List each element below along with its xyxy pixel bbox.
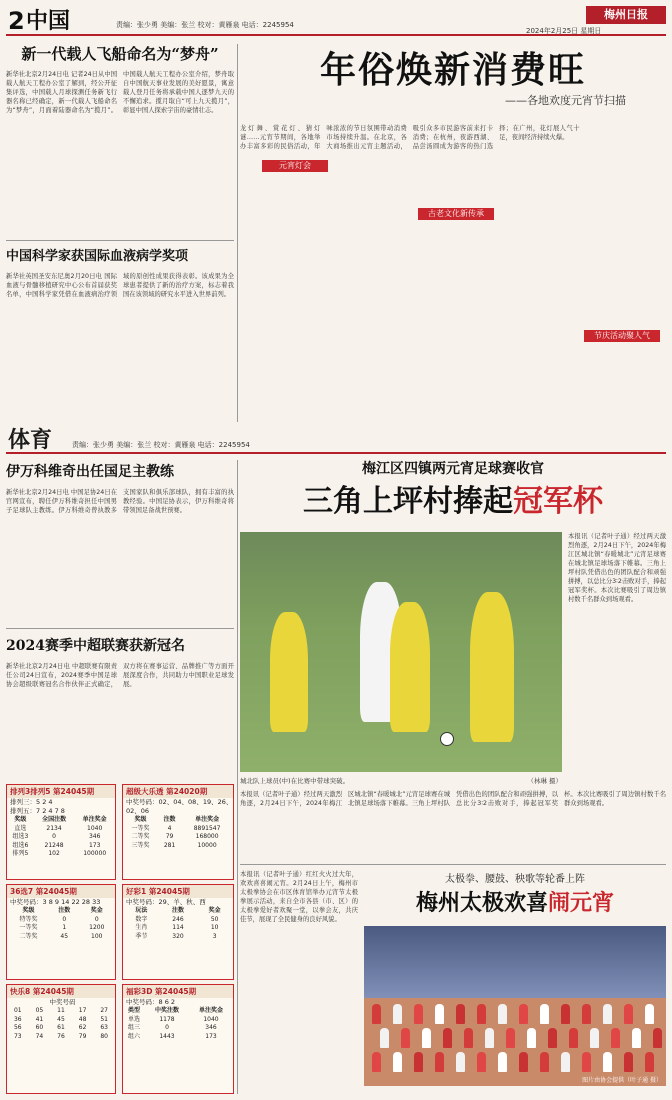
lottery-row [7, 924, 115, 933]
crowd-figure [611, 1028, 620, 1048]
lottery-cell: 173 [88, 841, 101, 849]
article-football-header [240, 460, 666, 528]
crowd-figure [645, 1052, 654, 1072]
lottery-cell: 80 [100, 1032, 108, 1040]
divider [6, 240, 234, 241]
photo-caption: 城北队上球员(中)在比赛中带球突破。 [240, 777, 350, 785]
article-title: 中国科学家获国际血液病学奖项 [6, 249, 189, 264]
lottery-cell: 单注奖金 [82, 816, 107, 823]
crowd-figure [485, 1028, 494, 1048]
crowd-figure [548, 1028, 557, 1048]
football-title-accent: 冠军杯 [513, 484, 603, 519]
crowd-figure [506, 1028, 515, 1048]
crowd-figure [477, 1052, 486, 1072]
football-title-main: 三角上坪村捧起 [303, 484, 513, 519]
lottery-cell: 特等奖 [19, 915, 38, 923]
article-body: 龙灯舞、赏花灯、猜灯谜……元宵节期间，各地举办丰富多彩的民俗活动，年味浓浓的节日氛围带动消费市场持续升温。在北京，各大商场推出元宵主题活动，吸引众多市民游客前来打卡消费；在杭州，夜游西湖、品尝汤圆成为游客的热门选择；在广州，花灯展人气十足，夜间经济持续火爆。 [240, 125, 580, 150]
crowd-figure [498, 1052, 507, 1072]
lottery-cell: 单注奖金 [198, 1007, 223, 1014]
divider [240, 864, 666, 865]
lottery-cell: 奖级 [22, 907, 35, 914]
divider [237, 44, 238, 422]
page-number: 2 [8, 7, 25, 35]
article-body: 新华社北京2月24日电 中国足协24日在官网宣布，聘任伊万科维奇担任中国男子足球队主教练。伊万科维奇曾执教多支国家队和俱乐部球队，拥有丰富的执教经验。中国足协表示，伊万科维奇将带领国足备战世预赛。 [6, 489, 234, 514]
lottery-cell: 三等奖 [131, 841, 150, 849]
taichi-title [364, 887, 666, 919]
football-photo [240, 532, 562, 772]
lottery-cell: 组六 [127, 1032, 140, 1040]
lottery-cell: 季节 [135, 932, 148, 940]
lottery-cell: 56 [13, 1024, 22, 1031]
lottery-row [7, 1024, 115, 1033]
lottery-cell: 114 [172, 924, 184, 931]
lottery-row [123, 916, 233, 925]
football-ball [440, 732, 454, 746]
lottery-line: 排列三：5 2 4 [10, 798, 53, 806]
lottery-cell: 注数 [58, 907, 71, 914]
lottery-line: 中奖号码 [49, 998, 76, 1006]
lottery-cell: 79 [165, 833, 174, 840]
article-title: 2024赛季中超联赛获新冠名 [6, 638, 185, 654]
crowd-figure [393, 1004, 402, 1024]
lottery-row [123, 1033, 233, 1042]
lottery-cell: 27 [100, 1007, 108, 1014]
lottery-cell: 48 [78, 1015, 87, 1023]
lottery-table [123, 1007, 233, 1041]
crowd-figure [540, 1052, 549, 1072]
crowd-figure [624, 1052, 633, 1072]
lottery-cell: 11 [57, 1007, 65, 1014]
lottery-cell: 注数 [171, 907, 184, 914]
crowd-figure [582, 1052, 591, 1072]
lottery-cell: 单注奖金 [195, 816, 220, 823]
player-figure [270, 612, 308, 732]
article-football-lower [240, 790, 666, 858]
taichi-kicker: 太极拳、腰鼓、秧歌等轮番上阵 [445, 874, 585, 885]
football-photo-caption-row [240, 776, 562, 788]
lottery-cell: 320 [172, 932, 184, 940]
crowd-figure [561, 1052, 570, 1072]
lottery-row [7, 916, 115, 925]
lottery-row [7, 1016, 115, 1025]
article-body: 本报讯（记者叶子通）经过两天激烈角逐，2月24日下午，2024年梅江区城北镇“春暖城北”元宵足球赛在城北镇足球场落下帷幕。三角上坪村队凭借出色的团队配合和顽强拼搏，以总比分3∶2击败对手，捧起冠军奖杯。本次比赛吸引了周边镇村数千名群众到场观看。 [240, 791, 666, 807]
crowd-figure [380, 1028, 389, 1048]
crowd-figure [561, 1004, 570, 1024]
lottery-line: 排列五：7 2 4 7 8 [10, 807, 65, 815]
crowd-figure [477, 1004, 486, 1024]
lottery-cell: 4 [167, 824, 172, 832]
lottery-row [7, 1033, 115, 1042]
lottery-cell: 0 [94, 915, 99, 923]
crowd-figure [540, 1004, 549, 1024]
article-title: 伊万科维奇出任国足主教练 [6, 464, 174, 480]
crowd-figure [464, 1028, 473, 1048]
crowd-figure [519, 1004, 528, 1024]
lottery-cell: 2134 [46, 824, 62, 832]
lottery-row [123, 933, 233, 942]
editor-credits: 责编：张少勇 美编：张兰 校对：黄雁泉 电话：2245954 [116, 21, 294, 29]
lottery-cell: 17 [78, 1007, 87, 1014]
article-body: 本报讯（记者叶子通）经过两天激烈角逐，2月24日下午，2024年梅江区城北镇“春暖城北”元宵足球赛在城北镇足球场落下帷幕。三角上坪村队凭借出色的团队配合和顽强拼搏，以总比分3∶2击败对手，捧起冠军奖杯。本次比赛吸引了周边镇村数千名群众到场观看。 [568, 533, 666, 603]
article-science-award [6, 248, 234, 422]
lottery-cell: 01 [13, 1007, 22, 1014]
crowd-figure [443, 1028, 452, 1048]
lottery-title: 福彩3D 第24045期 [123, 985, 233, 998]
lottery-cell: 60 [35, 1024, 44, 1031]
lottery-cell: 0 [62, 915, 67, 923]
lottery-row [7, 833, 115, 842]
article-body: 新华社英国圣安东尼奥2月20日电 国际血液与骨髓移植研究中心公布首届获奖名单，中国科学家凭借在血液病治疗领域的原创性成果获得表彰。该成果为全球患者提供了新的治疗方案，标志着我国在该领域的研究水平进入世界前列。 [6, 273, 234, 298]
lottery-cell: 8891547 [193, 824, 221, 832]
lottery-line: 中奖号码：8 6 2 [126, 998, 176, 1006]
lottery-cell: 63 [100, 1024, 108, 1031]
lottery-cell: 36 [13, 1015, 22, 1023]
taichi-title-main: 梅州太极欢喜 [415, 890, 548, 916]
lottery-cell: 05 [35, 1007, 44, 1014]
lottery-cell: 奖金 [90, 907, 103, 914]
article-body: 新华社北京2月24日电 中超联赛有限责任公司24日宣布，2024赛季中国足球协会超级联赛冠名合作伙伴正式确定，双方将在赛事运营、品牌推广等方面开展深度合作，共同助力中国职业足球发展。 [6, 663, 234, 688]
article-body: 新华社北京2月24日电 记者24日从中国载人航天工程办公室了解到，经公开征集评选，中国载人月球探测任务新飞行器名称已经确定，新一代载人飞船命名为“梦舟”，月面着陆器命名为“揽月”。中国载人航天工程办公室介绍，梦舟取自中国航天事业发展的美好愿景，寓意载人登月任务将承载中国人逐梦九天的不懈追求。揽月取自“可上九天揽月”，彰显中国人探索宇宙的豪情壮志。 [6, 71, 234, 114]
lottery-cell: 奖级 [14, 816, 27, 823]
player-figure [390, 602, 430, 732]
lottery-cell: 79 [78, 1032, 87, 1040]
lottery-k8 [6, 984, 116, 1094]
lottery-row [123, 924, 233, 933]
lottery-cell: 一等奖 [131, 824, 150, 832]
crowd-figure [414, 1052, 423, 1072]
lottery-cell: 173 [205, 1032, 217, 1040]
lottery-row [123, 1007, 233, 1016]
issue-date: 2024年2月25日 星期日 [526, 27, 602, 35]
article-taichi-body [240, 870, 358, 1094]
crowd-figure [653, 1028, 662, 1048]
taichi-photo [364, 926, 666, 1086]
lottery-cell: 45 [57, 1015, 65, 1023]
crowd-figure [393, 1052, 402, 1072]
article-football-side [568, 532, 666, 772]
lottery-cell: 奖级 [134, 816, 147, 823]
lottery-row [123, 907, 233, 916]
lottery-title: 36选7 第24045期 [7, 885, 115, 898]
article-ivankovic [6, 462, 234, 622]
lottery-table [123, 816, 233, 850]
lottery-dlt [122, 784, 234, 880]
lottery-cell: 21248 [44, 841, 64, 849]
lottery-row [123, 825, 233, 834]
lottery-cell: 74 [35, 1032, 44, 1040]
lottery-cell: 41 [35, 1015, 44, 1023]
festival-subhead-1: 元宵灯会 [262, 160, 328, 172]
lottery-cell: 二等奖 [19, 932, 38, 940]
sports-editor-credits: 责编：张少勇 美编：张兰 校对：黄雁泉 电话：2245954 [72, 441, 250, 449]
lottery-row [7, 816, 115, 825]
lottery-cell: 62 [78, 1024, 87, 1031]
article-title: 新一代载人飞船命名为“梦舟” [21, 45, 219, 63]
lottery-cell: 二等奖 [131, 833, 150, 840]
sports-header [6, 428, 666, 454]
lottery-cell: 奖金 [208, 907, 221, 914]
lottery-cell: 10000 [197, 841, 217, 849]
lottery-row [123, 816, 233, 825]
crowd-figure [372, 1052, 381, 1072]
lottery-cell: 直选 [14, 824, 27, 832]
crowd-figure [632, 1028, 641, 1048]
football-kicker: 梅江区四镇两元宵足球赛收官 [362, 461, 544, 477]
lottery-cell: 61 [57, 1024, 65, 1031]
crowd-figure [519, 1052, 528, 1072]
player-figure [470, 592, 514, 742]
photo-credit: 图片由协会提供（叶子通 摄） [582, 1077, 662, 1084]
lottery-row [7, 1007, 115, 1016]
lottery-cell: 3 [212, 932, 217, 940]
festival-subhead-2: 古老文化新传承 [418, 208, 494, 220]
lottery-cell: 100000 [83, 850, 107, 857]
crowd-figure [435, 1004, 444, 1024]
lottery-row [123, 1016, 233, 1025]
lottery-cell: 组选3 [12, 833, 29, 840]
lottery-cell: 0 [165, 1024, 169, 1031]
lottery-cell: 45 [60, 932, 69, 940]
crowd-figure [624, 1004, 633, 1024]
crowd-figure [401, 1028, 410, 1048]
lottery-cell: 10 [210, 924, 219, 931]
photo-credit: （林琳 摄） [527, 777, 562, 785]
lottery-p3 [6, 784, 116, 880]
divider [6, 628, 234, 629]
crowd-figure [456, 1052, 465, 1072]
lottery-cell: 数字 [135, 915, 148, 923]
lottery-row [123, 1024, 233, 1033]
lottery-line: 中奖号码：02、04、08、19、26、02、06 [126, 798, 233, 815]
lottery-cell: 组选6 [12, 841, 29, 849]
festival-subtitle: ——各地欢度元宵节扫描 [505, 94, 626, 107]
article-taichi-header [364, 870, 666, 922]
lottery-cell: 全国注数 [42, 816, 67, 823]
article-body: 本报讯（记者叶子通）红红火火过大年，欢欢喜喜闹元宵。2月24日上午，梅州市太极拳协会在市区体育馆举办元宵节太极拳展示活动，来自全市各县（市、区）的太极拳爱好者欢聚一堂，以拳会友，共庆佳节，展现了全民健身的良好风貌。 [240, 871, 358, 923]
lottery-title: 好彩1 第24045期 [123, 885, 233, 898]
lottery-cell: 单选 [127, 1015, 140, 1023]
taichi-title-accent: 闹元宵 [548, 890, 615, 916]
lottery-cell: 246 [172, 915, 184, 923]
lottery-cell: 排列5 [12, 850, 29, 857]
crowd-figure [582, 1004, 591, 1024]
article-shenzhou [6, 44, 234, 234]
crowd-figure [645, 1004, 654, 1024]
lottery-row [7, 907, 115, 916]
crowd-figure [456, 1004, 465, 1024]
crowd-figure [527, 1028, 536, 1048]
festival-subhead-3: 节庆活动聚人气 [584, 330, 660, 342]
sports-section-title: 体育 [8, 428, 53, 453]
lottery-cell: 346 [88, 833, 101, 840]
lottery-line: 中奖号码：29、羊、秋、西 [126, 898, 206, 906]
lottery-row [7, 850, 115, 859]
lottery-fc3d [122, 984, 234, 1094]
lottery-cell: 1443 [159, 1032, 175, 1040]
lottery-cell: 1040 [87, 824, 103, 832]
lottery-cell: 生肖 [135, 924, 148, 931]
lottery-table [123, 907, 233, 941]
crowd-figure [569, 1028, 578, 1048]
lottery-cell: 注数 [163, 816, 176, 823]
lottery-table [7, 907, 115, 941]
crowd-figure [414, 1004, 423, 1024]
lottery-title: 快乐8 第24045期 [7, 985, 115, 998]
lottery-table [7, 1007, 115, 1041]
divider [237, 460, 238, 1094]
lottery-line: 中奖号码：3 8 9 14 22 28 33 [10, 898, 101, 906]
lottery-cell: 组三 [127, 1024, 140, 1031]
article-festival-header [240, 48, 666, 118]
lottery-row [7, 842, 115, 851]
festival-title: 年俗焕新消费旺 [319, 49, 586, 91]
lottery-cell: 50 [210, 915, 219, 923]
lottery-row [123, 842, 233, 851]
crowd-figure [422, 1028, 431, 1048]
lottery-cell: 1040 [203, 1015, 219, 1023]
lottery-title: 排列3排列5 第24045期 [7, 785, 115, 798]
crowd-figure [603, 1004, 612, 1024]
lottery-cell: 1178 [159, 1015, 175, 1023]
lottery-cell: 中奖注数 [154, 1007, 179, 1014]
paper-logo: 梅州日报 [586, 6, 666, 24]
lottery-row [123, 833, 233, 842]
crowd-figure [372, 1004, 381, 1024]
lottery-cell: 51 [100, 1015, 108, 1023]
lottery-cell: 346 [205, 1024, 217, 1031]
lottery-row [7, 933, 115, 942]
lottery-cell: 一等奖 [19, 924, 38, 931]
crowd-figure [498, 1004, 507, 1024]
crowd-figure [590, 1028, 599, 1048]
lottery-row [7, 825, 115, 834]
lottery-title: 超级大乐透 第24020期 [123, 785, 233, 798]
lottery-cell: 类型 [127, 1007, 140, 1014]
crowd-figure [603, 1052, 612, 1072]
lottery-cell: 1 [62, 924, 67, 931]
page-header [6, 6, 666, 36]
section-title: 中国 [26, 9, 71, 34]
lottery-cell: 281 [163, 841, 176, 849]
lottery-cell: 玩法 [135, 907, 148, 914]
article-csl [6, 636, 234, 778]
lottery-cell: 1200 [89, 924, 105, 931]
lottery-qxc [6, 884, 116, 980]
lottery-hc1 [122, 884, 234, 980]
lottery-cell: 73 [13, 1032, 22, 1040]
lottery-cell: 0 [52, 833, 56, 840]
lottery-cell: 102 [48, 850, 60, 857]
lottery-table [7, 816, 115, 859]
football-title [240, 482, 666, 522]
lottery-cell: 168000 [195, 833, 219, 840]
lottery-cell: 76 [57, 1032, 65, 1040]
lottery-cell: 100 [91, 932, 103, 940]
crowd-figure [435, 1052, 444, 1072]
